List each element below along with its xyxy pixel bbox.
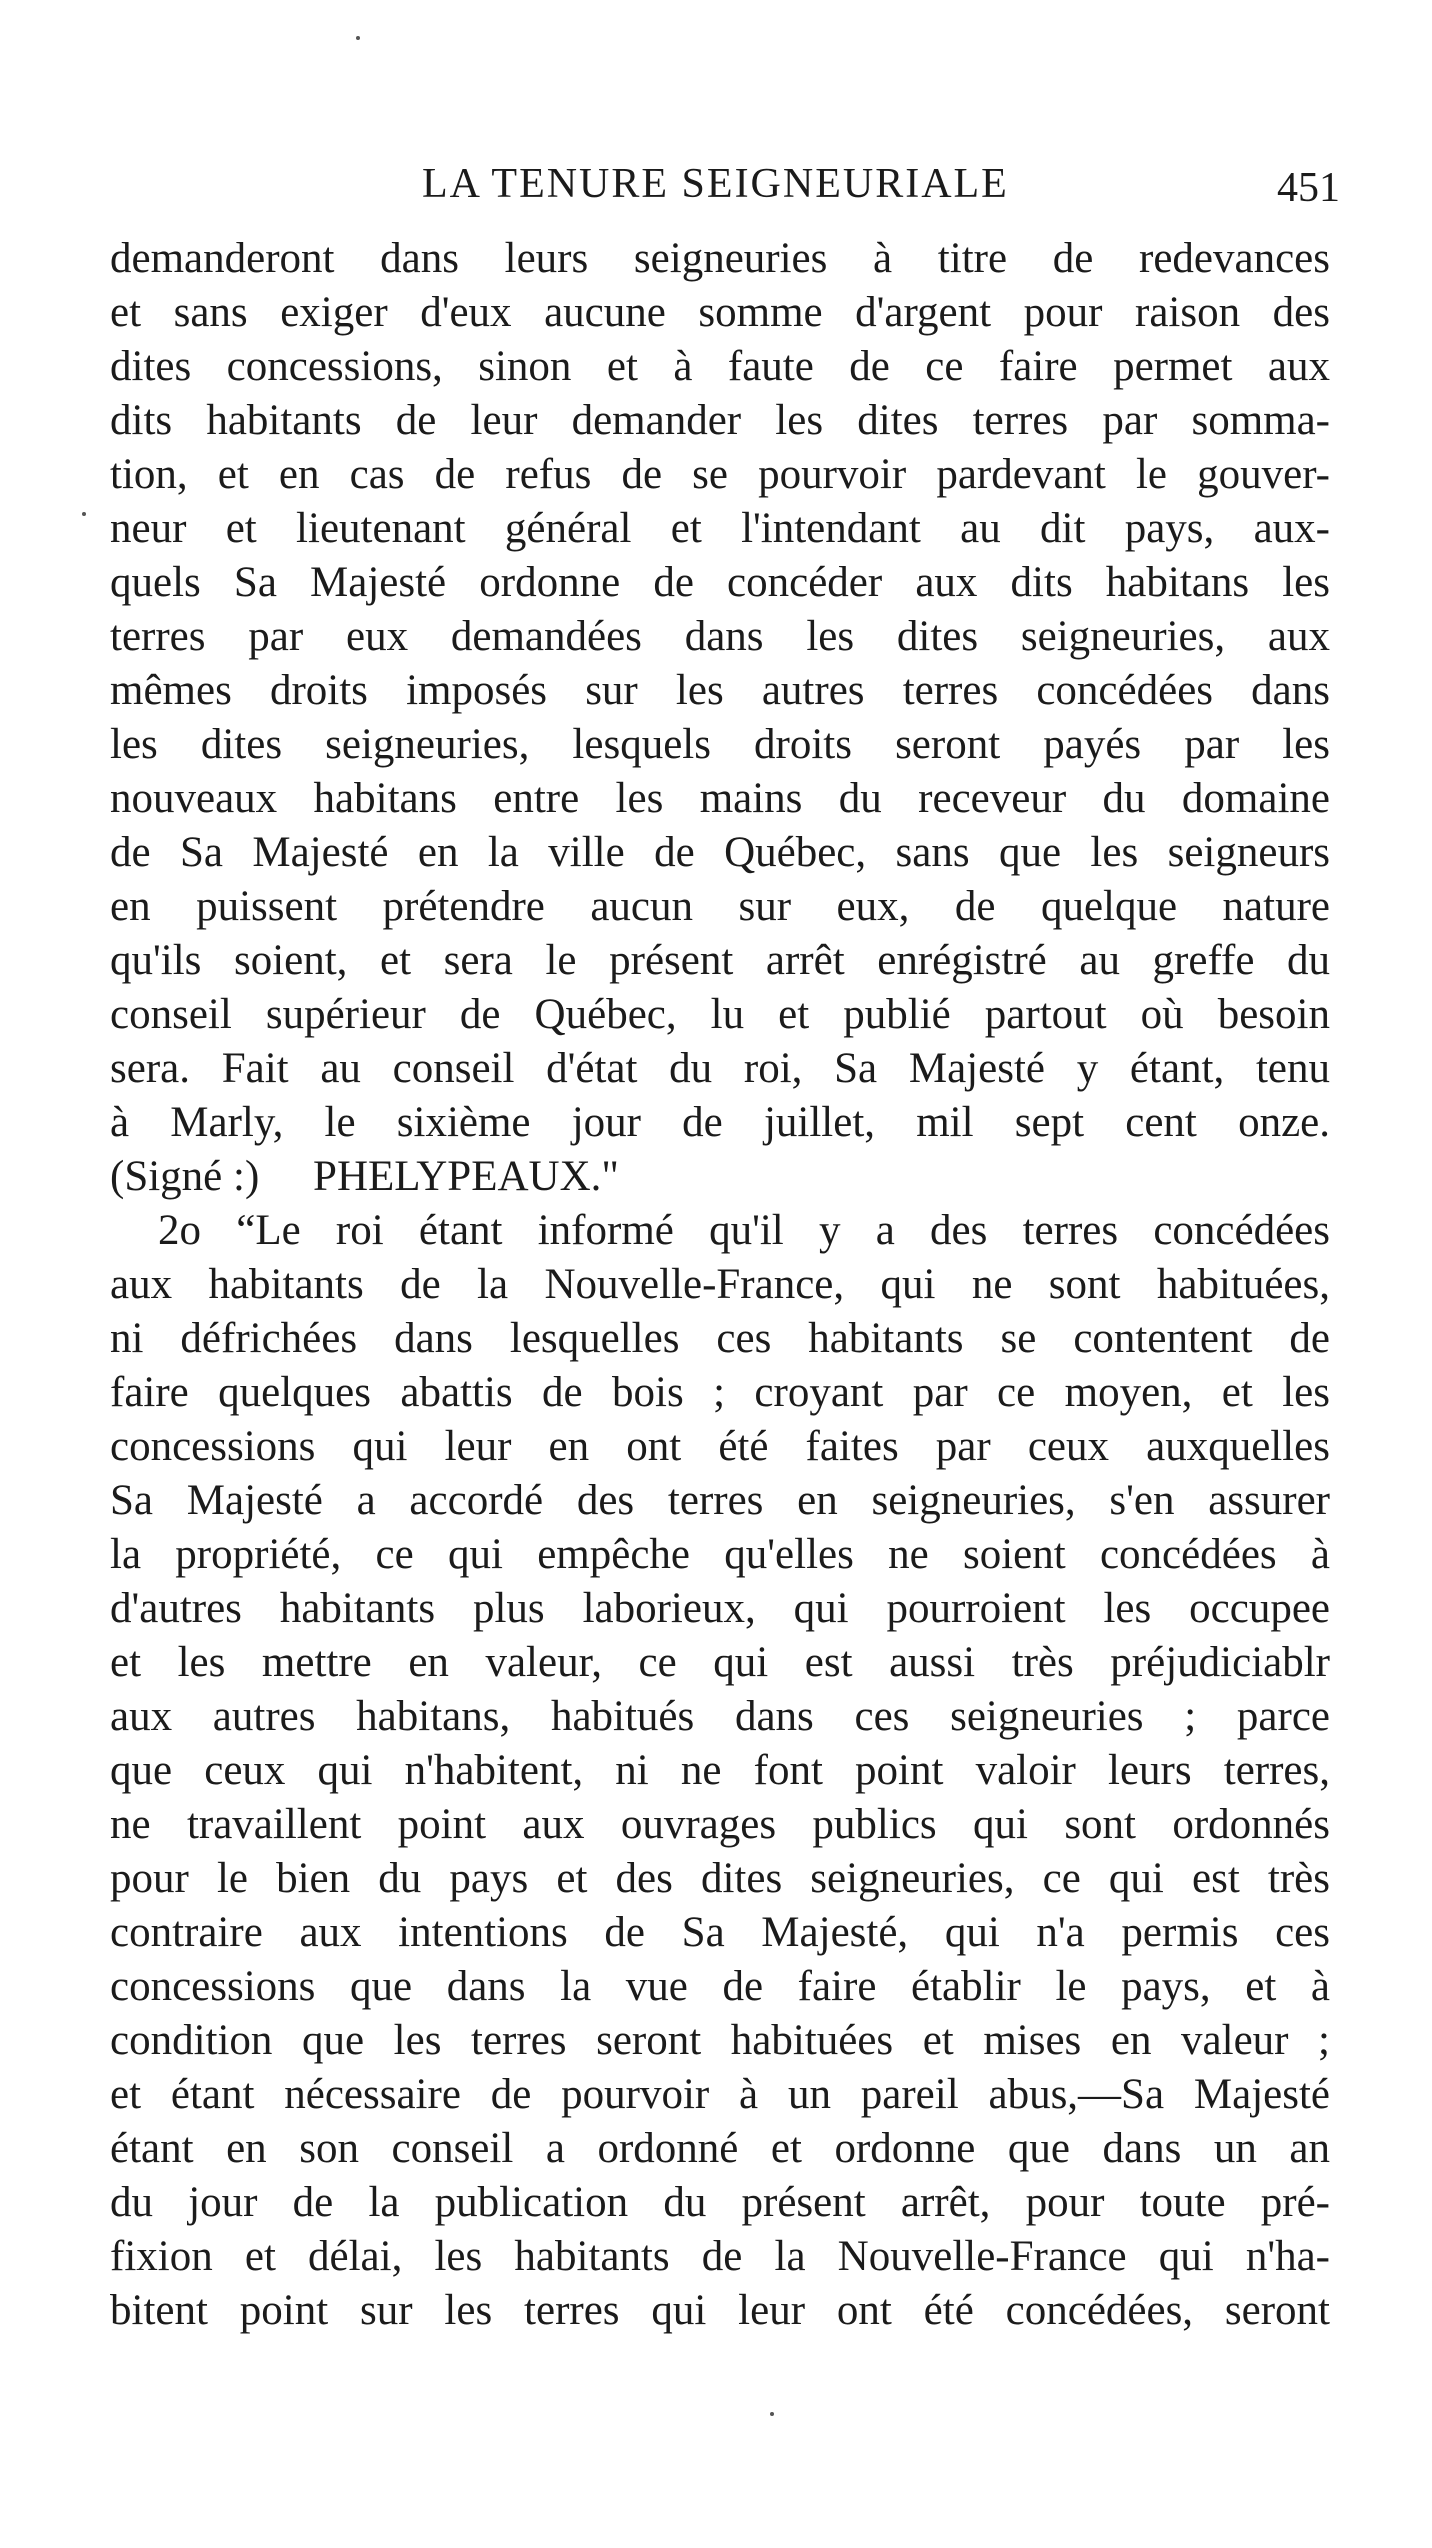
text-line: d'autres habitants plus laborieux, qui pourroient les occupee — [110, 1585, 1330, 1632]
text-line: pour le bien du pays et des dites seigneuries, ce qui est très — [110, 1855, 1330, 1902]
text-line: dites concessions, sinon et à faute de ce faire permet aux — [110, 343, 1330, 390]
text-line: sera. Fait au conseil d'état du roi, Sa Majesté y étant, tenu — [110, 1045, 1330, 1092]
text-line: mêmes droits imposés sur les autres terres concédées dans — [110, 667, 1330, 714]
text-line: concessions que dans la vue de faire établir le pays, et à — [110, 1963, 1330, 2010]
text-line: concessions qui leur en ont été faites par ceux auxquelles — [110, 1423, 1330, 1470]
text-line: dits habitants de leur demander les dites terres par somma- — [110, 397, 1330, 444]
text-line: que ceux qui n'habitent, ni ne font point valoir leurs terres, — [110, 1747, 1330, 1794]
text-line: quels Sa Majesté ordonne de concéder aux dits habitans les — [110, 559, 1330, 606]
text-line: étant en son conseil a ordonné et ordonne que dans un an — [110, 2125, 1330, 2172]
text-line: et les mettre en valeur, ce qui est aussi très préjudiciablr — [110, 1639, 1330, 1686]
text-line: condition que les terres seront habituées et mises en valeur ; — [110, 2017, 1330, 2064]
text-line: les dites seigneuries, lesquels droits seront payés par les — [110, 721, 1330, 768]
text-line: qu'ils soient, et sera le présent arrêt enrégistré au greffe du — [110, 937, 1330, 984]
page-header — [100, 160, 1340, 220]
text-line: la propriété, ce qui empêche qu'elles ne soient concédées à — [110, 1531, 1330, 1578]
text-line: faire quelques abattis de bois ; croyant par ce moyen, et les — [110, 1369, 1330, 1416]
print-speck — [82, 512, 86, 516]
text-line: conseil supérieur de Québec, lu et publié partout où besoin — [110, 991, 1330, 1038]
body-text — [110, 232, 1330, 2338]
text-line: bitent point sur les terres qui leur ont été concédées, seront — [110, 2287, 1330, 2334]
text-line: nouveaux habitans entre les mains du receveur du domaine — [110, 775, 1330, 822]
text-line: et étant nécessaire de pourvoir à un pareil abus,—Sa Majesté — [110, 2071, 1330, 2118]
running-title: LA TENURE SEIGNEURIALE — [422, 161, 1009, 207]
print-speck — [770, 2412, 774, 2416]
text-line: et sans exiger d'eux aucune somme d'argent pour raison des — [110, 289, 1330, 336]
text-line: à Marly, le sixième jour de juillet, mil sept cent onze. — [110, 1099, 1330, 1146]
text-line: contraire aux intentions de Sa Majesté, qui n'a permis ces — [110, 1909, 1330, 1956]
page-number: 451 — [1277, 165, 1340, 211]
text-line: terres par eux demandées dans les dites seigneuries, aux — [110, 613, 1330, 660]
text-line: neur et lieutenant général et l'intendant au dit pays, aux- — [110, 505, 1330, 552]
text-line: aux autres habitans, habitués dans ces seigneuries ; parce — [110, 1693, 1330, 1740]
text-line: tion, et en cas de refus de se pourvoir pardevant le gouver- — [110, 451, 1330, 498]
text-line: en puissent prétendre aucun sur eux, de quelque nature — [110, 883, 1330, 930]
text-line: ni défrichées dans lesquelles ces habitants se contentent de — [110, 1315, 1330, 1362]
text-line: Sa Majesté a accordé des terres en seigneuries, s'en assurer — [110, 1477, 1330, 1524]
paragraph-start-line: 2o “Le roi étant informé qu'il y a des terres concédées — [158, 1207, 1330, 1254]
text-line: demanderont dans leurs seigneuries à titre de redevances — [110, 235, 1330, 282]
text-line: du jour de la publication du présent arrêt, pour toute pré- — [110, 2179, 1330, 2226]
text-line: ne travaillent point aux ouvrages publics qui sont ordonnés — [110, 1801, 1330, 1848]
signature-line: (Signé :) PHELYPEAUX." — [110, 1153, 619, 1200]
text-line: fixion et délai, les habitants de la Nouvelle-France qui n'ha- — [110, 2233, 1330, 2280]
text-line: de Sa Majesté en la ville de Québec, sans que les seigneurs — [110, 829, 1330, 876]
text-line: aux habitants de la Nouvelle-France, qui ne sont habituées, — [110, 1261, 1330, 1308]
print-speck — [356, 36, 360, 40]
